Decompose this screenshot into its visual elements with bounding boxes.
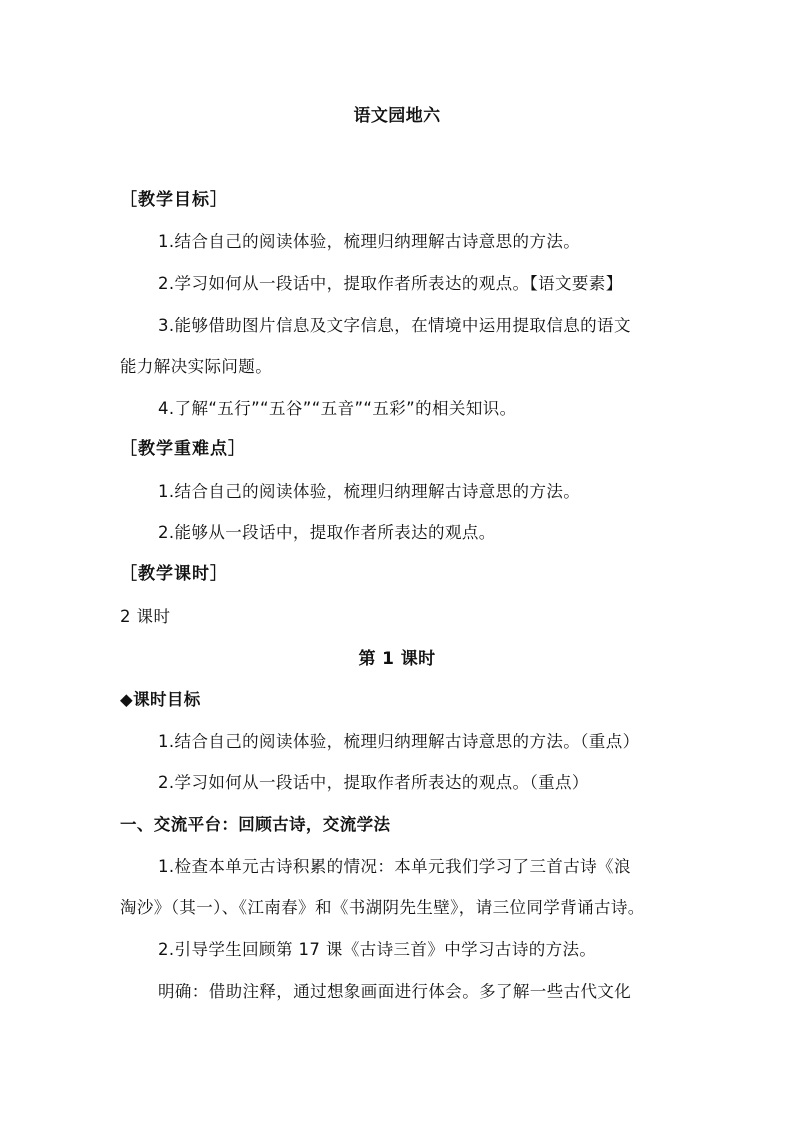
lesson-goal-heading: ◆课时目标 [120,690,201,709]
objectives-heading: ［教学目标］ [120,190,228,210]
objective-item: 4.了解“五行”“五谷”“五音”“五彩”的相关知识。 [158,399,517,418]
document-title: 语文园地六 [353,106,441,126]
objective-item-continued: 能力解决实际问题。 [120,357,273,376]
hours-heading: ［教学课时］ [120,564,228,584]
objective-item: 1.结合自己的阅读体验，梳理归纳理解古诗意思的方法。 [158,232,581,251]
part1-line: 2.引导学生回顾第 17 课《古诗三首》中学习古诗的方法。 [158,940,597,959]
objective-item: 2.学习如何从一段话中，提取作者所表达的观点。【语文要素】 [158,274,623,293]
key-point-item: 2.能够从一段话中，提取作者所表达的观点。 [158,523,496,542]
part1-heading: 一、交流平台：回顾古诗，交流学法 [120,815,391,834]
lesson-goal-item: 1.结合自己的阅读体验，梳理归纳理解古诗意思的方法。（重点） [158,732,640,751]
part1-line: 明确：借助注释，通过想象画面进行体会。多了解一些古代文化 [158,982,632,1001]
objective-item: 3.能够借助图片信息及文字信息，在情境中运用提取信息的语文 [158,316,631,335]
part1-line: 淘沙》（其一）、《江南春》和《书湖阴先生壁》，请三位同学背诵古诗。 [120,898,645,917]
lesson-goal-item: 2.学习如何从一段话中，提取作者所表达的观点。（重点） [158,773,589,792]
lesson-title: 第 1 课时 [358,649,436,669]
hours-value: 2 课时 [120,607,171,626]
key-points-heading: ［教学重难点］ [120,439,246,459]
key-point-item: 1.结合自己的阅读体验，梳理归纳理解古诗意思的方法。 [158,482,581,501]
part1-line: 1.检查本单元古诗积累的情况：本单元我们学习了三首古诗《浪 [158,857,631,876]
